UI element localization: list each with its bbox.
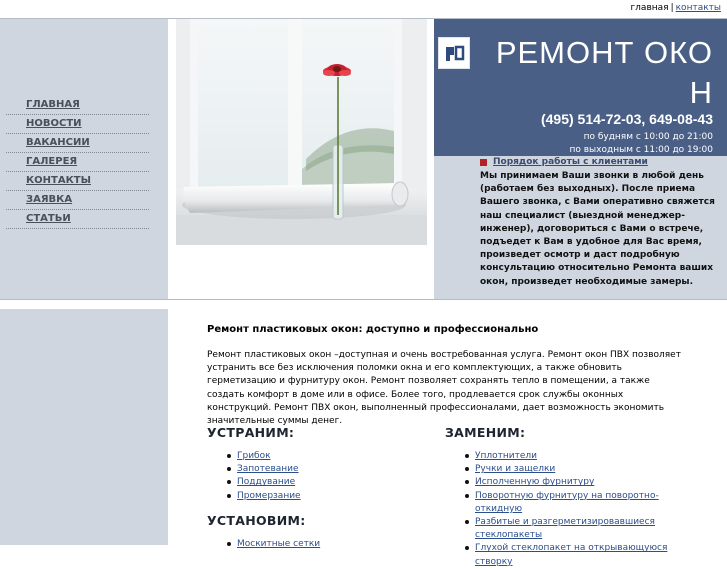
list-item[interactable] <box>445 450 705 463</box>
site-title-line1: РЕМОНТ ОКО <box>495 35 713 70</box>
order-info-panel <box>434 156 727 299</box>
brand-header <box>434 19 727 156</box>
nav-item-home[interactable]: ГЛАВНАЯ <box>6 96 149 115</box>
nav-item-articles[interactable]: СТАТЬИ <box>6 210 149 229</box>
hours-weekdays: по будням с 10:00 до 21:00 <box>583 132 713 142</box>
list-item[interactable] <box>445 476 705 489</box>
replace-item-glass-units[interactable]: Разбитые и разгерметизировавшиеся стеклопакеты <box>475 517 655 541</box>
band-divider <box>0 299 727 300</box>
list-item[interactable] <box>445 542 705 568</box>
replace-item-seals[interactable]: Уплотнители <box>475 451 537 461</box>
install-section-title: УСТАНОВИМ: <box>207 513 306 528</box>
home-link[interactable]: главная <box>630 3 669 13</box>
list-item[interactable] <box>207 463 301 476</box>
sidebar-lower <box>0 309 168 545</box>
replace-section-title: ЗАМЕНИМ: <box>445 425 526 440</box>
nav-item-contacts[interactable]: КОНТАКТЫ <box>6 172 149 191</box>
list-item[interactable] <box>445 463 705 476</box>
top-links-bar <box>0 0 727 18</box>
site-title-line2: Н <box>689 75 713 110</box>
list-item[interactable] <box>207 450 301 463</box>
page-heading: Ремонт пластиковых окон: доступно и профессионально <box>207 324 539 335</box>
logo-icon[interactable] <box>438 37 470 69</box>
list-item[interactable] <box>207 490 301 503</box>
replace-item-hardware[interactable]: Исполченную фурнитуру <box>475 477 595 488</box>
fix-item-draft[interactable]: Поддувание <box>237 477 296 488</box>
site-title <box>488 33 713 113</box>
replace-list <box>445 450 705 569</box>
fix-list <box>207 450 301 503</box>
list-item[interactable] <box>445 516 705 542</box>
sidebar <box>0 19 168 299</box>
link-separator: | <box>670 3 674 13</box>
phone-numbers: (495) 514-72-03, 649-08-43 <box>540 111 713 127</box>
nav-item-gallery[interactable]: ГАЛЕРЕЯ <box>6 153 149 172</box>
contacts-link[interactable]: контакты <box>675 3 721 13</box>
window-photo <box>176 19 427 245</box>
install-item-mosquito-nets[interactable]: Москитные сетки <box>237 539 321 549</box>
order-description: Мы принимаем Ваши звонки в любой день (работаем без выходных). После приема Вашего звонка, с Вами оперативно свяжется наш специалист (выездной менеджер-инженер), договориться с Вами о встрече, подъедет к Вам в удобное для Вас время, произведет осмотр и даст подробную консультацию относительно Ремонта ваших окон, произведет необходимые замеры. <box>480 171 715 287</box>
list-item[interactable] <box>445 490 705 516</box>
main-nav <box>6 96 149 229</box>
fix-item-freezing[interactable]: Промерзание <box>237 490 301 501</box>
nav-item-request[interactable]: ЗАЯВКА <box>6 191 149 210</box>
nav-item-news[interactable]: НОВОСТИ <box>6 115 149 134</box>
fix-item-fungus[interactable]: Грибок <box>237 451 271 461</box>
list-item[interactable] <box>207 476 301 489</box>
work-procedure-link[interactable]: Порядок работы с клиентами <box>493 157 648 167</box>
fix-section-title: УСТРАНИМ: <box>207 425 295 440</box>
replace-item-tilt-turn[interactable]: Поворотную фурнитуру на поворотно-откидную <box>475 490 659 514</box>
window-flower-image <box>176 19 427 245</box>
nav-item-vacancies[interactable]: ВАКАНСИИ <box>6 134 149 153</box>
replace-item-fixed-to-opening[interactable]: Глухой стеклопакет на открывающуюся створку <box>475 543 668 567</box>
intro-paragraph: Ремонт пластиковых окон –доступная и очень востребованная услуга. Ремонт окон ПВХ позволяет устранить все без исключения поломки окна и его комплектующих, а также обновить герметизацию и фурнитуру окон. Ремонт позволяет сохранять тепло в помещении, а также создать комфорт в доме или в офисе. Более того, продлевается срок службы оконных конструкций. Ремонт ПВХ окон, выполненный профессионалами, дает возможность экономить значительные суммы денег. <box>207 350 681 427</box>
hours-weekend: по выходным с 11:00 до 19:00 <box>569 145 713 155</box>
fix-item-fogging[interactable]: Запотевание <box>237 464 299 475</box>
main-content <box>207 324 687 428</box>
replace-item-handles[interactable]: Ручки и защелки <box>475 464 556 475</box>
